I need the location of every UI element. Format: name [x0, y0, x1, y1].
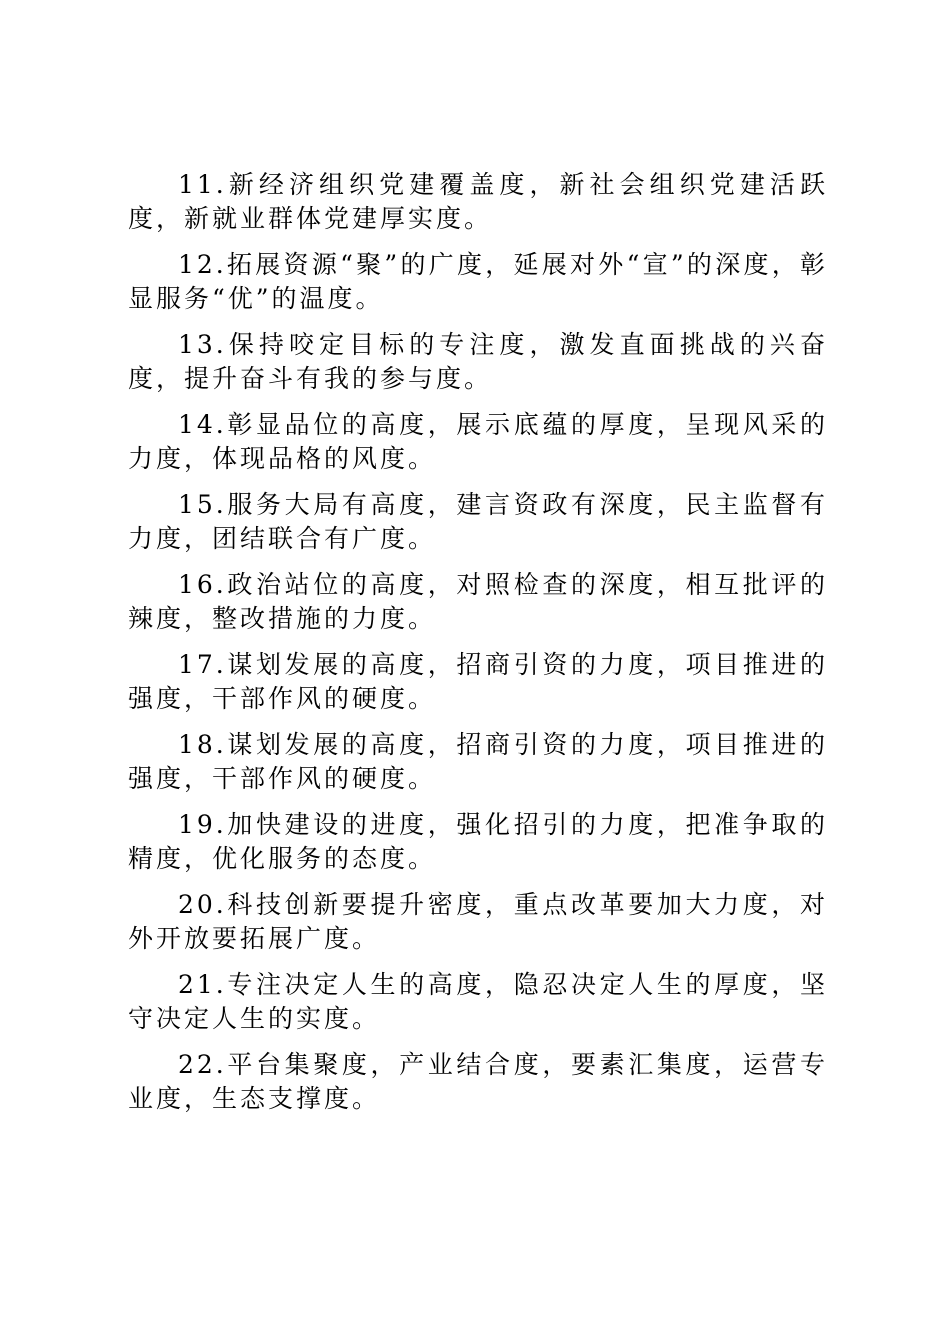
paragraph-15: 15.服务大局有高度，建言资政有深度，民主监督有力度，团结联合有广度。 [128, 490, 828, 553]
paragraph-18: 18.谋划发展的高度，招商引资的力度，项目推进的强度，干部作风的硬度。 [128, 730, 828, 793]
paragraph-21: 21.专注决定人生的高度，隐忍决定人生的厚度，坚守决定人生的实度。 [128, 970, 828, 1033]
paragraph-19: 19.加快建设的进度，强化招引的力度，把准争取的精度，优化服务的态度。 [128, 810, 828, 873]
document-body [128, 168, 828, 1128]
paragraph-12: 12.拓展资源“聚”的广度，延展对外“宣”的深度，彰显服务“优”的温度。 [128, 250, 828, 313]
paragraph-16: 16.政治站位的高度，对照检查的深度，相互批评的辣度，整改措施的力度。 [128, 570, 828, 633]
paragraph-13: 13.保持咬定目标的专注度，激发直面挑战的兴奋度，提升奋斗有我的参与度。 [128, 330, 828, 393]
paragraph-22: 22.平台集聚度，产业结合度，要素汇集度，运营专业度，生态支撑度。 [128, 1050, 828, 1113]
paragraph-11: 11.新经济组织党建覆盖度，新社会组织党建活跃度，新就业群体党建厚实度。 [128, 170, 828, 233]
paragraph-20: 20.科技创新要提升密度，重点改革要加大力度，对外开放要拓展广度。 [128, 890, 828, 953]
paragraph-17: 17.谋划发展的高度，招商引资的力度，项目推进的强度，干部作风的硬度。 [128, 650, 828, 713]
paragraph-14: 14.彰显品位的高度，展示底蕴的厚度，呈现风采的力度，体现品格的风度。 [128, 410, 828, 473]
